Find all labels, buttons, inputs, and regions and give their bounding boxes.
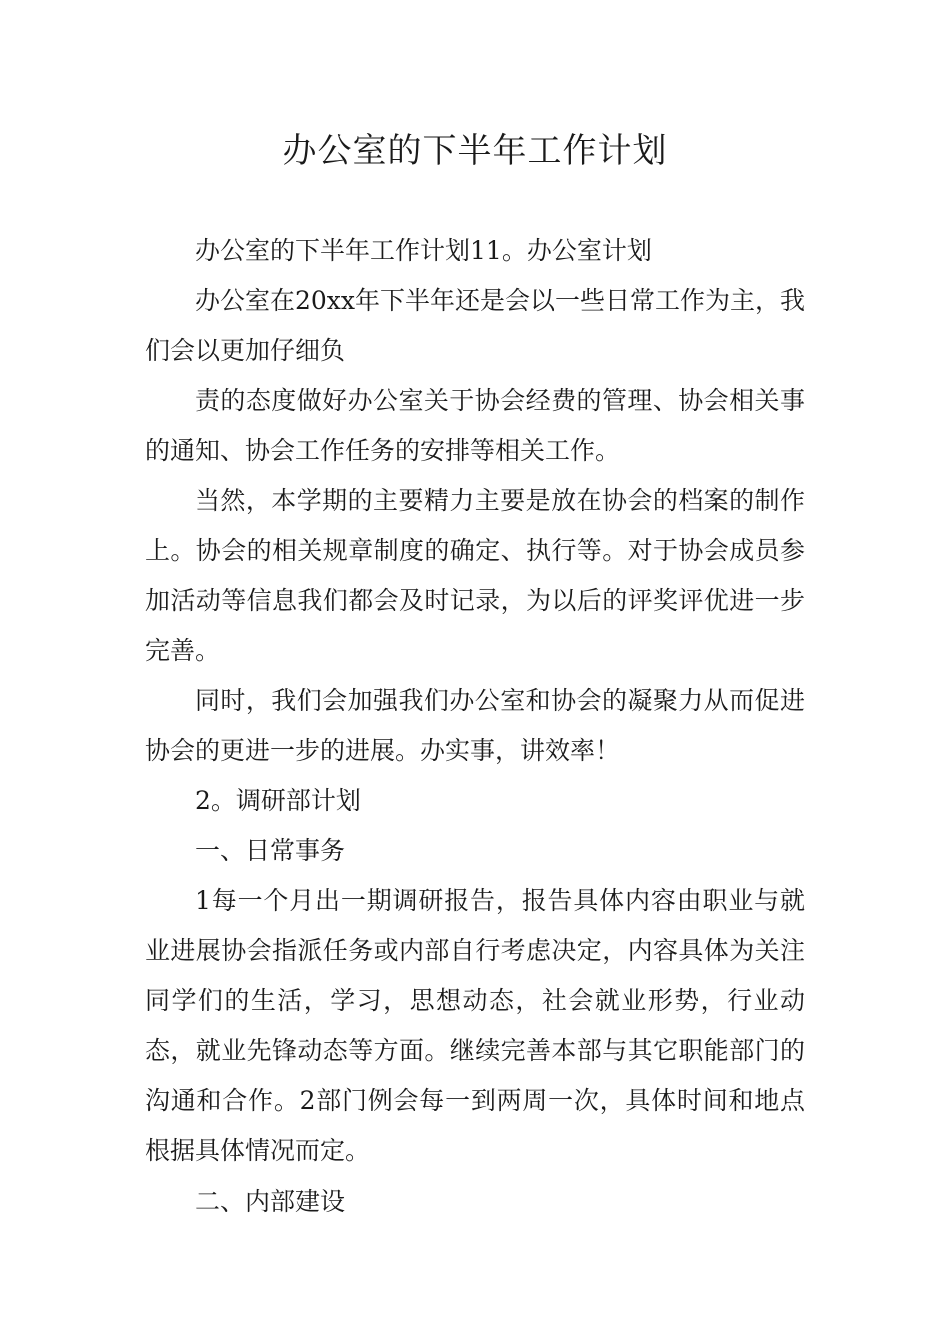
paragraph-office-duties: 责的态度做好办公室关于协会经费的管理、协会相关事的通知、协会工作任务的安排等相关工作。 [145, 386, 805, 465]
paragraph-office-plan: 办公室在20xx年下半年还是会以一些日常工作为主，我们会以更加仔细负 [145, 286, 806, 365]
heading-research-plan: 2。调研部计划 [195, 786, 361, 815]
paragraph-intro: 办公室的下半年工作计划11。办公室计划 [195, 236, 652, 265]
paragraph-research-reports: 1每一个月出一期调研报告，报告具体内容由职业与就业进展协会指派任务或内部自行考虑决定，内容具体为关注同学们的生活，学习，思想动态，社会就业形势，行业动态，就业先锋动态等方面。继续完善本部与其它职能部门的沟通和合作。2部门例会每一到两周一次，具体时间和地点根据具体情况而定。 [145, 886, 805, 1165]
document-body [145, 226, 805, 1227]
heading-daily-affairs: 一、日常事务 [195, 836, 346, 865]
paragraph-archives: 当然，本学期的主要精力主要是放在协会的档案的制作上。协会的相关规章制度的确定、执行等。对于协会成员参加活动等信息我们都会及时记录，为以后的评奖评优进一步完善。 [145, 486, 805, 665]
heading-internal-building: 二、内部建设 [195, 1187, 346, 1216]
document-title: 办公室的下半年工作计划 [282, 131, 668, 171]
paragraph-cohesion: 同时，我们会加强我们办公室和协会的凝聚力从而促进协会的更进一步的进展。办实事，讲效率！ [145, 686, 805, 765]
